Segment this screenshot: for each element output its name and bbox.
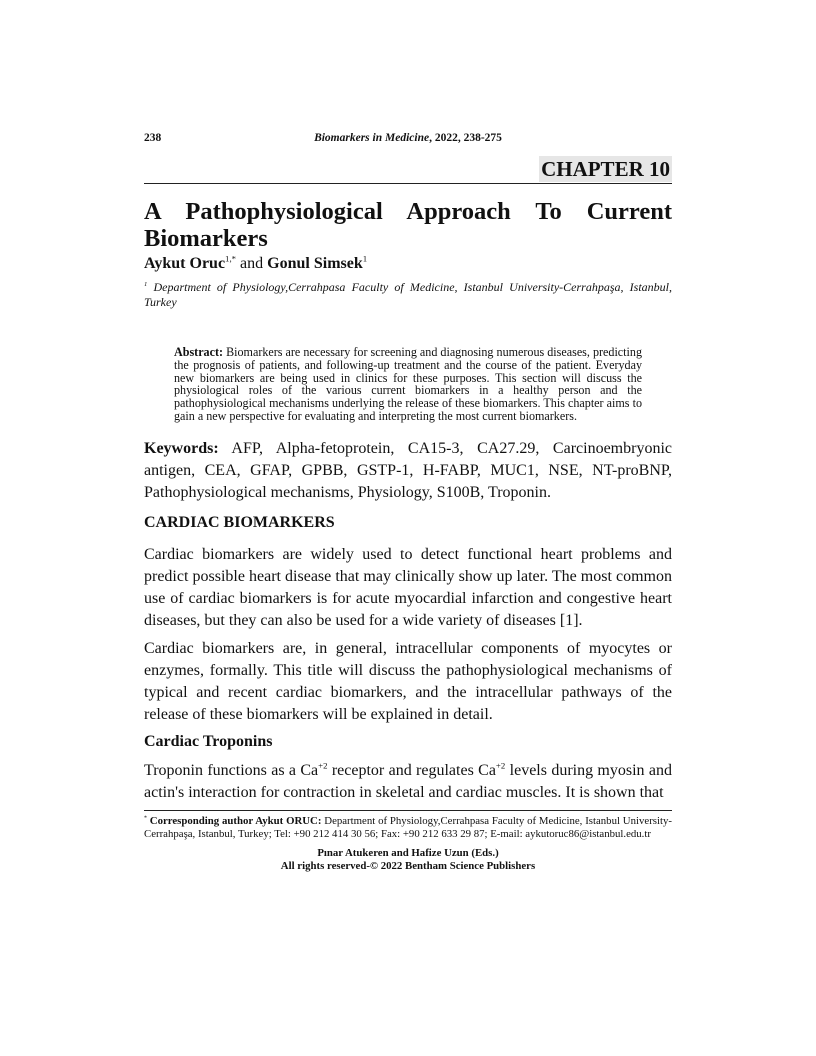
paragraph-text: levels during myosin and actin's interaction for contraction in skeletal and cardiac muscles. It is shown that (144, 761, 672, 801)
charge-superscript: +2 (318, 760, 328, 771)
paragraph: Cardiac biomarkers are, in general, intracellular components of myocytes or enzymes, formally. This title will discuss the pathophysiological mechanisms of typical and recent cardiac biomarkers, and the intracellular pathways of the release of these biomarkers will be explained in detail. (144, 639, 672, 723)
running-header (144, 130, 672, 146)
page-body (144, 198, 672, 873)
chapter-label (144, 156, 672, 182)
chapter-title: A Pathophysiological Approach To Current Biomarkers (144, 198, 672, 252)
journal-citation (314, 130, 502, 146)
author-affiliation-marker: 1 (362, 253, 368, 264)
subsection-heading: Cardiac Troponins (144, 732, 273, 750)
journal-volume: , 2022, 238-275 (429, 132, 502, 144)
affiliation (144, 280, 672, 310)
editors-credit (144, 847, 672, 873)
charge-superscript: +2 (495, 760, 506, 771)
footnote-divider (144, 810, 672, 811)
section-heading: CARDIAC BIOMARKERS (144, 513, 335, 531)
abstract (174, 346, 642, 423)
editors-line: Pınar Atukeren and Hafize Uzun (Eds.) (317, 846, 499, 859)
affiliation-text: Department of Physiology,Cerrahpasa Faculty of Medicine, Istanbul University-Cerrahpaşa, Istanbul, Turkey (144, 280, 672, 309)
footnote (144, 815, 672, 841)
paragraph: Cardiac biomarkers are widely used to detect functional heart problems and predict possible heart disease that may clinically show up later. The most common use of cardiac biomarkers is for acute myocardial infarction and congestive heart diseases, but they can also be used for a wide variety of diseases [1]. (144, 545, 672, 629)
author-affiliation-marker: 1,* (225, 253, 237, 264)
paragraph-text: receptor and regulates Ca (327, 761, 496, 779)
author-conjunction: and (236, 255, 268, 272)
keywords-label: Keywords: (144, 439, 219, 457)
keywords (144, 438, 672, 504)
footnote-marker: * (144, 815, 147, 822)
copyright-line: All rights reserved-© 2022 Bentham Science Publishers (280, 859, 536, 872)
paragraph (144, 760, 672, 804)
paragraph-text: Troponin functions as a Ca (144, 761, 319, 779)
keywords-text: AFP, Alpha-fetoprotein, CA15-3, CA27.29, Carcinoembryonic antigen, CEA, GFAP, GPBB, GSTP-1, H-FABP, MUC1, NSE, NT-proBNP, Pathophysiological mechanisms, Physiology, S100B, Troponin. (144, 439, 672, 501)
page-number: 238 (144, 132, 162, 144)
chapter-label-text: CHAPTER 10 (541, 157, 670, 181)
footnote-text: Department of Physiology,Cerrahpasa Faculty of Medicine, Istanbul University-Cerrahpaşa, Istanbul, Turkey; Tel: +90 212 414 30 56; Fax: +90 212 633 29 87; E-mail: aykutoruc86@istanbul.edu.tr (144, 814, 672, 840)
abstract-text: Biomarkers are necessary for screening and diagnosing numerous diseases, predicting the prognosis of patients, and following-up treatment and the course of the patient. Everyday new biomarkers are being used in clinics for these purposes. This section will discuss the physiological roles of the various current biomarkers in a healthy person and the pathophysiological mechanisms underlying the release of these biomarkers. This chapter aims to gain a new perspective for evaluating and interpreting the most current biomarkers. (174, 345, 642, 423)
authors (144, 254, 672, 274)
author-name: Gonul Simsek (267, 255, 363, 272)
footnote-label: Corresponding author Aykut ORUC: (146, 814, 322, 827)
affiliation-marker: 1 (144, 281, 148, 288)
author-name: Aykut Oruc (144, 255, 226, 272)
journal-name: Biomarkers in Medicine (314, 132, 430, 144)
abstract-label: Abstract: (174, 345, 224, 359)
header-divider (144, 183, 672, 184)
